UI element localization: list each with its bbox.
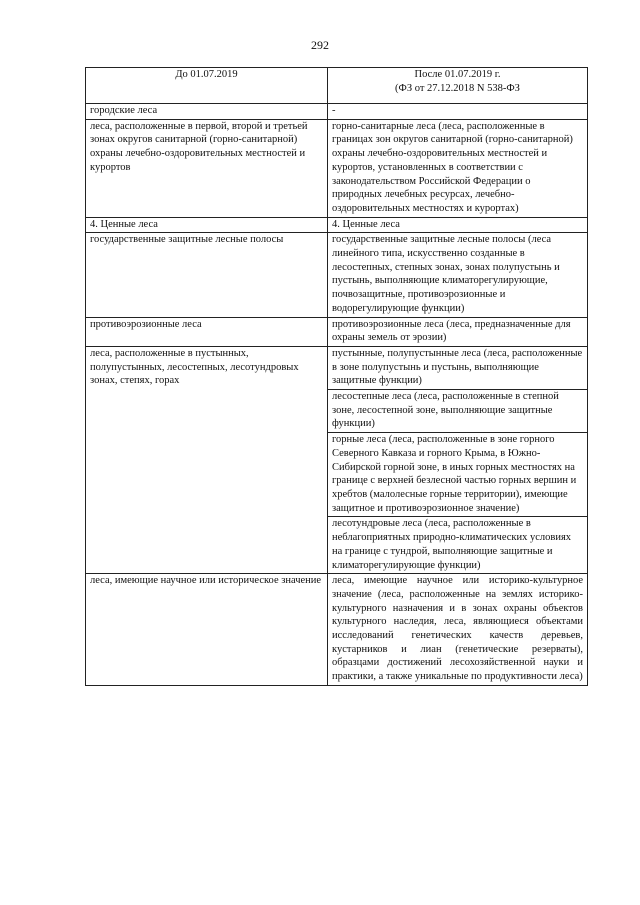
cell-after: государственные защитные лесные полосы (леса линейного типа, искусственно созданные в лесостепных, степных зонах, зонах полупустынь и пустынь, выполняющие климаторегулирующие, почвозащитные, противоэрозионные и водорегулирующие функции) (328, 233, 588, 317)
comparison-table (85, 67, 588, 686)
header-after-line2: (ФЗ от 27.12.2018 N 538-ФЗ (395, 82, 520, 94)
cell-after: 4. Ценные леса (328, 217, 588, 233)
cell-before: противоэрозионные леса (86, 317, 328, 346)
cell-after: - (328, 104, 588, 120)
cell-after: горные леса (леса, расположенные в зоне горного Северного Кавказа и горного Крыма, в Южно-Сибирской горной зоне, в иных горных местностях на границе с верхней безлесной частью горных вершин и хребтов (малолесные горные территории), имеющие защитное и противоэрозионное значение) (328, 433, 588, 517)
cell-after: леса, имеющие научное или историко-культурное значение (леса, расположенные на землях историко-культурного назначения и в зонах охраны объектов культурного наследия, леса, являющиеся объектами исследований генетических качеств деревьев, кустарников и лиан (генетические резерваты), образцами достижений лесохозяйственной науки и практики, а также уникальные по продуктивности леса) (328, 574, 588, 686)
cell-before: леса, расположенные в пустынных, полупустынных, лесостепных, лесотундровых зонах, степях, горах (86, 346, 328, 573)
header-before (86, 68, 328, 104)
header-after (328, 68, 588, 104)
cell-after: противоэрозионные леса (леса, предназначенные для охраны земель от эрозии) (328, 317, 588, 346)
header-row (86, 68, 588, 104)
cell-before: леса, расположенные в первой, второй и третьей зонах округов санитарной (горно-санитарной) охраны лечебно-оздоровительных местностей и курортов (86, 119, 328, 217)
table-row (86, 233, 588, 317)
table-row (86, 217, 588, 233)
page-number: 292 (311, 38, 329, 52)
cell-before: леса, имеющие научное или историческое значение (86, 574, 328, 686)
table-row (86, 104, 588, 120)
cell-after: лесотундровые леса (леса, расположенные в неблагоприятных природно-климатических условиях на границе с тундрой, выполняющие защитные и климаторегулирующие функции) (328, 517, 588, 574)
cell-before: городские леса (86, 104, 328, 120)
cell-before: государственные защитные лесные полосы (86, 233, 328, 317)
header-after-line1: После 01.07.2019 г. (414, 69, 501, 80)
cell-before: 4. Ценные леса (86, 217, 328, 233)
table-row (86, 317, 588, 346)
table-row (86, 346, 588, 389)
table-row (86, 574, 588, 686)
cell-after: пустынные, полупустынные леса (леса, расположенные в зоне полупустынь и пустынь, выполняющие защитные функции) (328, 346, 588, 389)
table-row (86, 119, 588, 217)
cell-after: лесостепные леса (леса, расположенные в степной зоне, лесостепной зоне, выполняющие защитные функции) (328, 390, 588, 433)
header-before-text: До 01.07.2019 (175, 69, 238, 80)
cell-after: горно-санитарные леса (леса, расположенные в границах зон округов санитарной (горно-санитарной) охраны лечебно-оздоровительных местностей и курортов, установленных в соответствии с законодательством Российской Федерации о природных лечебных ресурсах, лечебно-оздоровительных местностях и курортах) (328, 119, 588, 217)
